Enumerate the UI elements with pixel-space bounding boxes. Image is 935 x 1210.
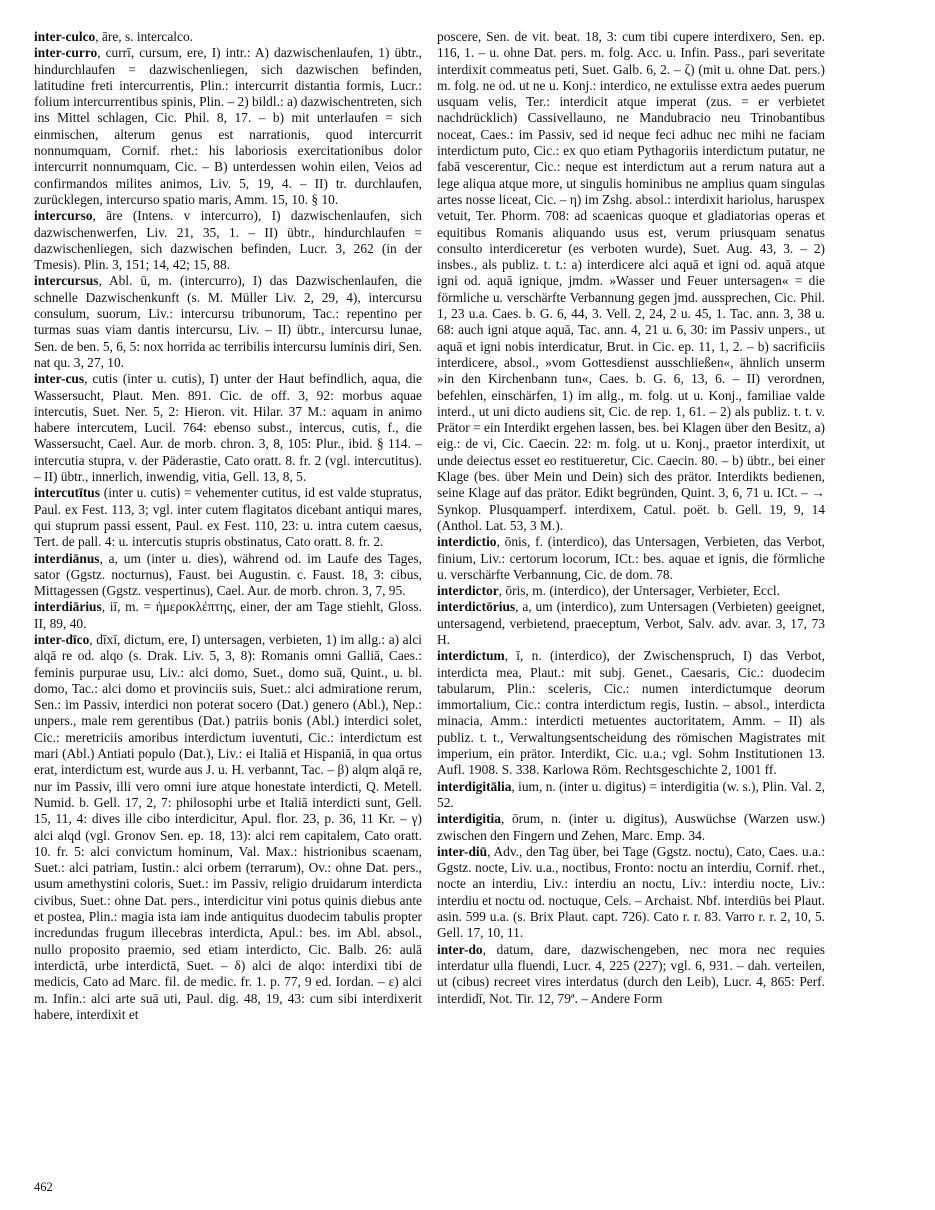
headword: inter-cus [34,371,85,387]
dictionary-entry [34,273,422,371]
entry-text: , ōnis, f. (interdico), das Untersagen, Verbieten, das Verbot, finium, Liv.: certorum locorum, ICt.: bes. aquae et ignis, die förmliche u. verschärfte Verbannung, Cic. de dom. 78. [437,534,825,582]
entry-text: , ōris, m. (interdico), der Untersager, Verbieter, Eccl. [498,583,780,599]
left-column [34,29,422,1179]
entry-text: , Abl. ū, m. (intercurro), I) das Dazwischenlaufen, die schnelle Dazwischenkunft (s. M. Müller Liv. 2, 29, 4), intercursu consulum, suorum, Liv.: intercursu tribunorum, Tac.: repentino per turmas suas viam dantis intercursu, Liv. – II) übtr., intercursu lunae, Sen. de ben. 5, 6, 5: nox horrida ac terribilis intercursu luminis diri, Sen. nat qu. 3, 27, 10. [34,273,422,370]
entry-text: , āre (Intens. v intercurro), I) dazwischenlaufen, sich dazwischenwerfen, Liv. 21, 35, 1. – II) übtr., hindurchlaufen = dazwischenliegen, sich dazwischen befinden, Lucr. 3, 262 (in der Tmesis). Plin. 3, 151; 14, 42; 15, 88. [34,208,422,273]
entry-text: , datum, dare, dazwischengeben, nec mora nec requies interdatur ulla fluendi, Lucr. 4, 225 (227); vgl. 6, 931. – dah. verteilen, ut (cibus) recreet vires interdatus (durch den Leib), Lucr. 4, 865: Perf. interdidī, Not. Tir. 12, 79ª. – Andere Form [437,941,825,1006]
page-number: 462 [34,1180,53,1194]
dictionary-entry [437,779,825,812]
entry-text: , currī, cursum, ere, I) intr.: A) dazwischenlaufen, 1) übtr., hindurchlaufen = dazwischenliegen, sich dazwischen befinden, latitudine freti intercurrentis, Plin.: intercurrit distantia formis, Lucr.: folium intercurrentibus spinis, Plin. – 2) bildl.: a) dazwischentreten, sich ins Mittel schlagen, Cic. Phil. 8, 17. – b) mit unterlaufen = sich einmischen, alterum genus est narrationis, quod intercurrit nonnumquam, Cornif. rhet.: his laboriosis exercitationibus dolor intercurrit nonnumquam, Cic. – B) unterdessen wohin eilen, Veios ad confirmandos milites animos, Liv. 5, 19, 4. – II) tr. durchlaufen, zurücklegen, intercurso spatio maris, Amm. 15, 10. § 10. [34,45,422,207]
headword: intercutītus [34,485,100,501]
dictionary-entry [34,371,422,485]
dictionary-entry [437,811,825,844]
headword: interdiārius [34,599,102,615]
dictionary-entry [437,599,825,648]
dictionary-entry [437,942,825,1007]
dictionary-entry [34,551,422,600]
dictionary-entry [34,485,422,550]
entry-text: (inter u. cutis) = vehementer cutitus, id est valde stupratus, Paul. ex Fest. 113, 3; vgl. inter cutem flagitatos dicebant antiqui mares, qui stuprum passi essent, Paul. ex Fest. 110, 23: u. intra cutem caesus, Tert. de pall. 4: u. intercutis stupris obstinatus, Cato oratt. 8. fr. 2. [34,485,422,550]
dictionary-entry [437,583,825,599]
entry-text: , ōrum, n. (inter u. digitus), Auswüchse (Warzen usw.) zwischen den Fingern und Zehen, Marc. Emp. 34. [437,811,825,843]
dictionary-entry [34,29,422,45]
headword: inter-do [437,941,483,957]
entry-text: , ī, n. (interdico), der Zwischenspruch, I) das Verbot, interdicta mea, Plaut.: mit subj. Genet., Caesaris, Cic.: duodecim tabularum, Plin.: sceleris, Cic.: numen interdictumque deorum immortalium, Cic.: contra interdictum regis, Iustin. – absol., interdicta minacia, Amm.: interdicti metuentes auctoritatem, Amm. – II) als publiz. t. t., Verwaltungsentscheidung des römischen Magistrates mit imperium, ein prätor. Interdikt, Cic. u.a.; vgl. Sohm Institutionen 13. Aufl. 1908. S. 338. Karlowa Röm. Rechtsgeschichte 2, 1001 ff. [437,648,825,778]
headword: intercursus [34,273,99,289]
dictionary-entry [437,648,825,778]
headword: inter-diū [437,843,488,859]
entry-text: , a, um (interdico), zum Untersagen (Verbieten) geeignet, untersagend, verbietend, praeceptum, Verbot, Salv. adv. avar. 3, 17, 73 H. [437,599,825,647]
right-column [437,29,825,1179]
dictionary-entry [34,632,422,1023]
entry-text: , ium, n. (inter u. digitus) = interdigitia (w. s.), Plin. Val. 2, 52. [437,778,825,810]
headword: interdigitālia [437,778,512,794]
dictionary-entry [437,844,825,942]
headword: interdictor [437,583,499,599]
headword: inter-curro [34,45,98,61]
entry-text: , a, um (inter u. dies), während od. im Laufe des Tages, sator (Ggstz. nocturnus), Faust. bei Augustin. c. Faust. 18, 3: cibus, Mittagessen (Ggstz. vespertinus), Cael. Aur. de morb. chron. 3, 7, 95. [34,550,422,599]
entry-text: , āre, s. intercalco. [95,29,194,44]
headword: inter-culco [34,29,96,44]
headword: interdictio [437,534,497,550]
dictionary-entry-continued [437,29,825,534]
headword: interdiānus [34,550,100,566]
dictionary-entry [34,208,422,273]
headword: interdigitia [437,811,501,827]
dictionary-entry [34,45,422,208]
entry-text: , cutis (inter u. cutis), I) unter der Haut befindlich, aqua, die Wassersucht, Plaut. Men. 891. Cic. de off. 3, 92: morbus aquae intercutis, Suet. Ner. 5, 2: Hieron. vit. Hilar. 37 M.: aquam in animo habere intercutem, Lucil. 764: ebenso subst., intercus, cutis, f., die Wassersucht, Cael. Aur. de morb. chron. 3, 8, 105: Plur., ibid. § 114. – intercutia stupra, v. der Päderastie, Cato oratt. 8. fr. 2 (vgl. intercutitus). – II) übtr., innerlich, inwendig, vitia, Gell. 13, 8, 5. [34,371,422,485]
headword: intercurso [34,208,93,224]
entry-text: , iī, m. = ἡμεροκλέπτης, einer, der am Tage stiehlt, Gloss. II, 89, 40. [34,599,422,631]
headword: interdictum [437,648,505,664]
entry-text: poscere, Sen. de vit. beat. 18, 3: cum tibi cupere interdixero, Sen. ep. 116, 1. – u. ohne Dat. pers. m. folg. Acc. u. Infin. Pass., pari severitate interdixit commeatus peti, Suet. Galb. 6, 2. – ζ) (mit u. ohne Dat. pers.) m. folg. ne od. ut ne u. Konj.: interdico, ne extulisse extra aedes puerum usquam velis, Ter.: interdicit atque imperat (zus. = er verbietet nachdrücklich) Cassivellauno, ne Mandubracio neu Trinobantibus noceat, Caes.: im Passiv, sed id neque feci adhuc nec mihi ne faciam interdictum puto, Cic.: ex quo etiam Pythagoriis interdictum putatur, ne fabā vescerentur, Cic.: neque est interdictum aut a rerum natura aut a lege aliqua atque more, ut singulis hominibus ne amplius quam singulas artes nosse liceat, Cic. – η) im Zshg. absol.: interdixit hariolus, haruspex vetuit, Ter. Phorm. 708: ad scaenicas quoque et gladiatorias operas et equitibus Romanis aliquando usus est, verum priusquam senatus consulto interdiceretur (es verboten wurde), Suet. Aug. 43, 3. – 2) insbes., als publiz. t. t.: a) interdicere alci aquā et igni od. aquā atque igni od. aquā ignique, jmdm. »Wasser und Feuer untersagen« = die förmliche u. verschärfte Verbannung gegen jmd. aussprechen, Cic. Phil. 1, 23 u.a. Caes. b. G. 6, 44, 3. Vell. 2, 24, 2 u. 45, 1. Tac. ann. 3, 38 u. 68: auch igni atque aquā, Tac. ann. 4, 21 u. 6, 30: im Passiv unpers., ut aquā et igni nobis interdicatur, Brut. in Cic. ep. 11, 1, 2. – b) sacrificiis interdicere, absol., »vom Gottesdienst ausschließen«, ähnlich unserm »in den Kirchenbann tun«, Caes. b. G. 6, 13, 6. – II) verordnen, befehlen, einschärfen, 1) im allg., m. folg. ut u. Konj., familiae valde interd., ut uni dicto audiens sit, Cic. de rep. 1, 61. – 2) als publiz. t. t. v. Prätor = ein Interdikt ergehen lassen, bes. bei Klagen über den Besitz, a) eig.: de vi, Cic. Caecin. 22: m. folg. ut u. Konj., praetor interdixit, ut unde deiectus esset eo restitueretur, Cic. Caecin. 80. – b) übtr., bei einer Klage (bes. über Mein und Dein) sich des prätor. Interdikts bedienen, seine Klage auf das prätor. Edikt begründen, Quint. 3, 6, 71 u. ICt. – → Synkop. Plusquamperf. interdixem, Catul. poët. b. Gell. 19, 9, 14 (Anthol. Lat. 53, 3 M.). [437,29,825,533]
entry-text: , Adv., den Tag über, bei Tage (Ggstz. noctu), Cato, Caes. u.a.: Ggstz. nocte, Liv. u.a., noctibus, Fronto: noctu an interdiu, Cornif. rhet., nocte an interdiu, Liv.: interdiu an noctu, Liv.: interdiu nocte, Liv.: interdiu et noctu od. noctuque, Cels. – Archaist. Nbf. interdiūs bei Plaut. asin. 599 u.a. (s. Brix Plaut. capt. 726). Cato r. r. 83. Varro r. r. 2, 10, 5. Gell. 17, 10, 11. [437,843,825,941]
headword: interdictōrius [437,599,516,615]
dictionary-entry [437,534,825,583]
headword: inter-dīco [34,631,90,647]
dictionary-entry [34,599,422,632]
entry-text: , dīxī, dictum, ere, I) untersagen, verbieten, 1) im allg.: a) alci alqā re od. alqo (s. Drak. Liv. 5, 3, 8): Romanis omni Galliā, Caes.: feminis purpurae usu, Liv.: alci domo, Suet., domo suā, Quint., u. bl. domo, Tac.: alci domo et provinciis suis, Suet.: alci admiratione rerum, Sen.: im Passiv, interdici non poterat socero (Dat.) genero (Abl.), Nep.: unpers., male rem gerentibus (Dat.) patriis bonis (Abl.) interdici solet, Cic.: meretriciis amoribus interdictum iuventuti, Cic.: interdictum est mari (Abl.) Antiati populo (Dat.), Liv.: ei Italiā et Hispaniā, in qua ortus erat, interdictum est, wurde aus J. u. H. verbannt, Tac. – β) alqm alqā re, nur im Passiv, illi vero omni iure atque honestate interdicti, Q. Metell. Numid. b. Gell. 17, 2, 7: philosophi urbe et Italiā interdicti sunt, Gell. 15, 11, 4: dives ille cibo interdicitur, Apul. flor. 23, p. 36, 11 Kr. – γ) alci alqd (vgl. Gronov Sen. ep. 18, 13): alci rem capitalem, Cato oratt. 10. fr. 5: alci convictum hominum, Val. Max.: histrionibus scaenam, Suet.: alci patriam, Iustin.: alci orbem (terrarum), Ov.: ohne Dat. pers., usum amethystini coloris, Suet.: im Passiv, religio druidarum interdicta civibus, Suet.: ohne Dat. pers., interdicitur vini potus quinis diebus ante et postea, Plin.: magia ista iam inde antiquitus duodecim tabulis propter incredundas frugum illecebras interdicta, Apul.: bes. im Abl. absol., nullo proposito praemio, sed etiam interdicto, Cic. Balb. 26: aulā interdictā, urbe interdictā, Suet. – δ) alci de alqo: interdixi tibi de medicis, Cato ad Marc. fil. de medic. fr. 1. p. 77, 9 ed. Iordan. – ε) alci m. Infin.: alci arte suā uti, Paul. dig. 48, 19, 43: cum sibi interdixerit habere, interdixit et [34,631,422,1022]
